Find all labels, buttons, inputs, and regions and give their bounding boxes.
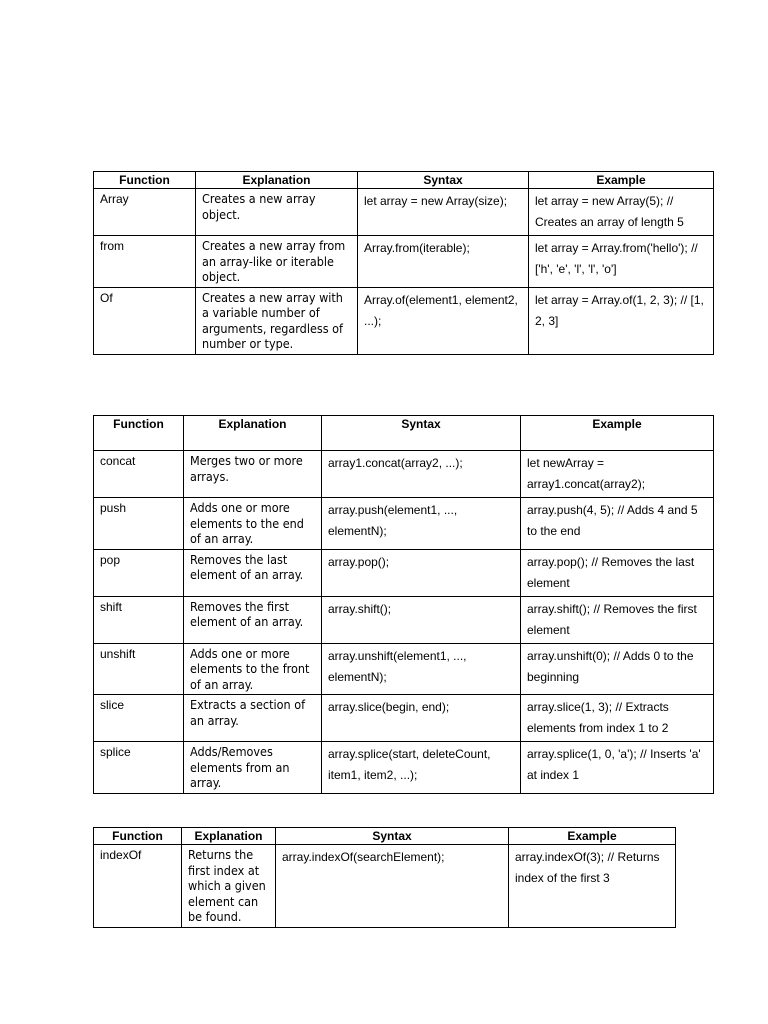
explanation-cell: Adds one or more elements to the end of an array. xyxy=(184,498,322,550)
example-cell: let array = Array.of(1, 2, 3); // [1, 2, 3] xyxy=(529,287,714,354)
function-cell: Of xyxy=(94,287,196,354)
example-cell: array.pop(); // Removes the last element xyxy=(521,549,714,596)
explanation-cell: Adds one or more elements to the front of an array. xyxy=(184,643,322,695)
syntax-cell: Array.from(iterable); xyxy=(358,236,529,288)
table-row xyxy=(94,498,714,550)
function-cell: indexOf xyxy=(94,845,182,928)
function-cell: concat xyxy=(94,451,184,498)
syntax-cell: array.splice(start, deleteCount, item1, item2, ...); xyxy=(322,742,521,794)
explanation-cell: Extracts a section of an array. xyxy=(184,695,322,742)
syntax-cell: array.pop(); xyxy=(322,549,521,596)
explanation-cell: Creates a new array object. xyxy=(196,189,358,236)
example-cell: array.unshift(0); // Adds 0 to the beginning xyxy=(521,643,714,695)
table-row xyxy=(94,287,714,354)
table-row xyxy=(94,695,714,742)
function-cell: slice xyxy=(94,695,184,742)
header-function: Function xyxy=(94,416,184,451)
syntax-cell: array.shift(); xyxy=(322,596,521,643)
header-syntax: Syntax xyxy=(322,416,521,451)
header-row xyxy=(94,828,676,845)
explanation-cell: Removes the first element of an array. xyxy=(184,596,322,643)
explanation-cell: Merges two or more arrays. xyxy=(184,451,322,498)
function-cell: shift xyxy=(94,596,184,643)
array-search-table xyxy=(93,827,676,928)
table-row xyxy=(94,845,676,928)
syntax-cell: array.unshift(element1, ..., elementN); xyxy=(322,643,521,695)
example-cell: let newArray = array1.concat(array2); xyxy=(521,451,714,498)
explanation-cell: Removes the last element of an array. xyxy=(184,549,322,596)
function-cell: pop xyxy=(94,549,184,596)
table-row xyxy=(94,451,714,498)
table-row xyxy=(94,742,714,794)
syntax-cell: array1.concat(array2, ...); xyxy=(322,451,521,498)
header-explanation: Explanation xyxy=(196,172,358,189)
header-syntax: Syntax xyxy=(276,828,509,845)
explanation-cell: Returns the first index at which a given element can be found. xyxy=(182,845,276,928)
explanation-cell: Adds/Removes elements from an array. xyxy=(184,742,322,794)
table-row xyxy=(94,643,714,695)
header-row xyxy=(94,172,714,189)
header-explanation: Explanation xyxy=(182,828,276,845)
header-example: Example xyxy=(521,416,714,451)
header-row xyxy=(94,416,714,451)
example-cell: array.shift(); // Removes the first element xyxy=(521,596,714,643)
explanation-cell: Creates a new array from an array-like or iterable object. xyxy=(196,236,358,288)
example-cell: array.indexOf(3); // Returns index of the first 3 xyxy=(509,845,676,928)
header-function: Function xyxy=(94,828,182,845)
syntax-cell: array.push(element1, ..., elementN); xyxy=(322,498,521,550)
array-creation-table xyxy=(93,171,714,355)
syntax-cell: array.indexOf(searchElement); xyxy=(276,845,509,928)
example-cell: let array = Array.from('hello'); // ['h', 'e', 'l', 'l', 'o'] xyxy=(529,236,714,288)
function-cell: unshift xyxy=(94,643,184,695)
header-example: Example xyxy=(509,828,676,845)
header-example: Example xyxy=(529,172,714,189)
header-syntax: Syntax xyxy=(358,172,529,189)
syntax-cell: Array.of(element1, element2, ...); xyxy=(358,287,529,354)
example-cell: array.splice(1, 0, 'a'); // Inserts 'a' at index 1 xyxy=(521,742,714,794)
example-cell: array.slice(1, 3); // Extracts elements from index 1 to 2 xyxy=(521,695,714,742)
table-row xyxy=(94,596,714,643)
explanation-cell: Creates a new array with a variable number of arguments, regardless of number or type. xyxy=(196,287,358,354)
header-function: Function xyxy=(94,172,196,189)
table-row xyxy=(94,549,714,596)
example-cell: let array = new Array(5); // Creates an array of length 5 xyxy=(529,189,714,236)
function-cell: splice xyxy=(94,742,184,794)
table-row xyxy=(94,236,714,288)
function-cell: Array xyxy=(94,189,196,236)
array-methods-table xyxy=(93,415,714,794)
function-cell: from xyxy=(94,236,196,288)
header-explanation: Explanation xyxy=(184,416,322,451)
table-row xyxy=(94,189,714,236)
syntax-cell: let array = new Array(size); xyxy=(358,189,529,236)
syntax-cell: array.slice(begin, end); xyxy=(322,695,521,742)
example-cell: array.push(4, 5); // Adds 4 and 5 to the end xyxy=(521,498,714,550)
function-cell: push xyxy=(94,498,184,550)
